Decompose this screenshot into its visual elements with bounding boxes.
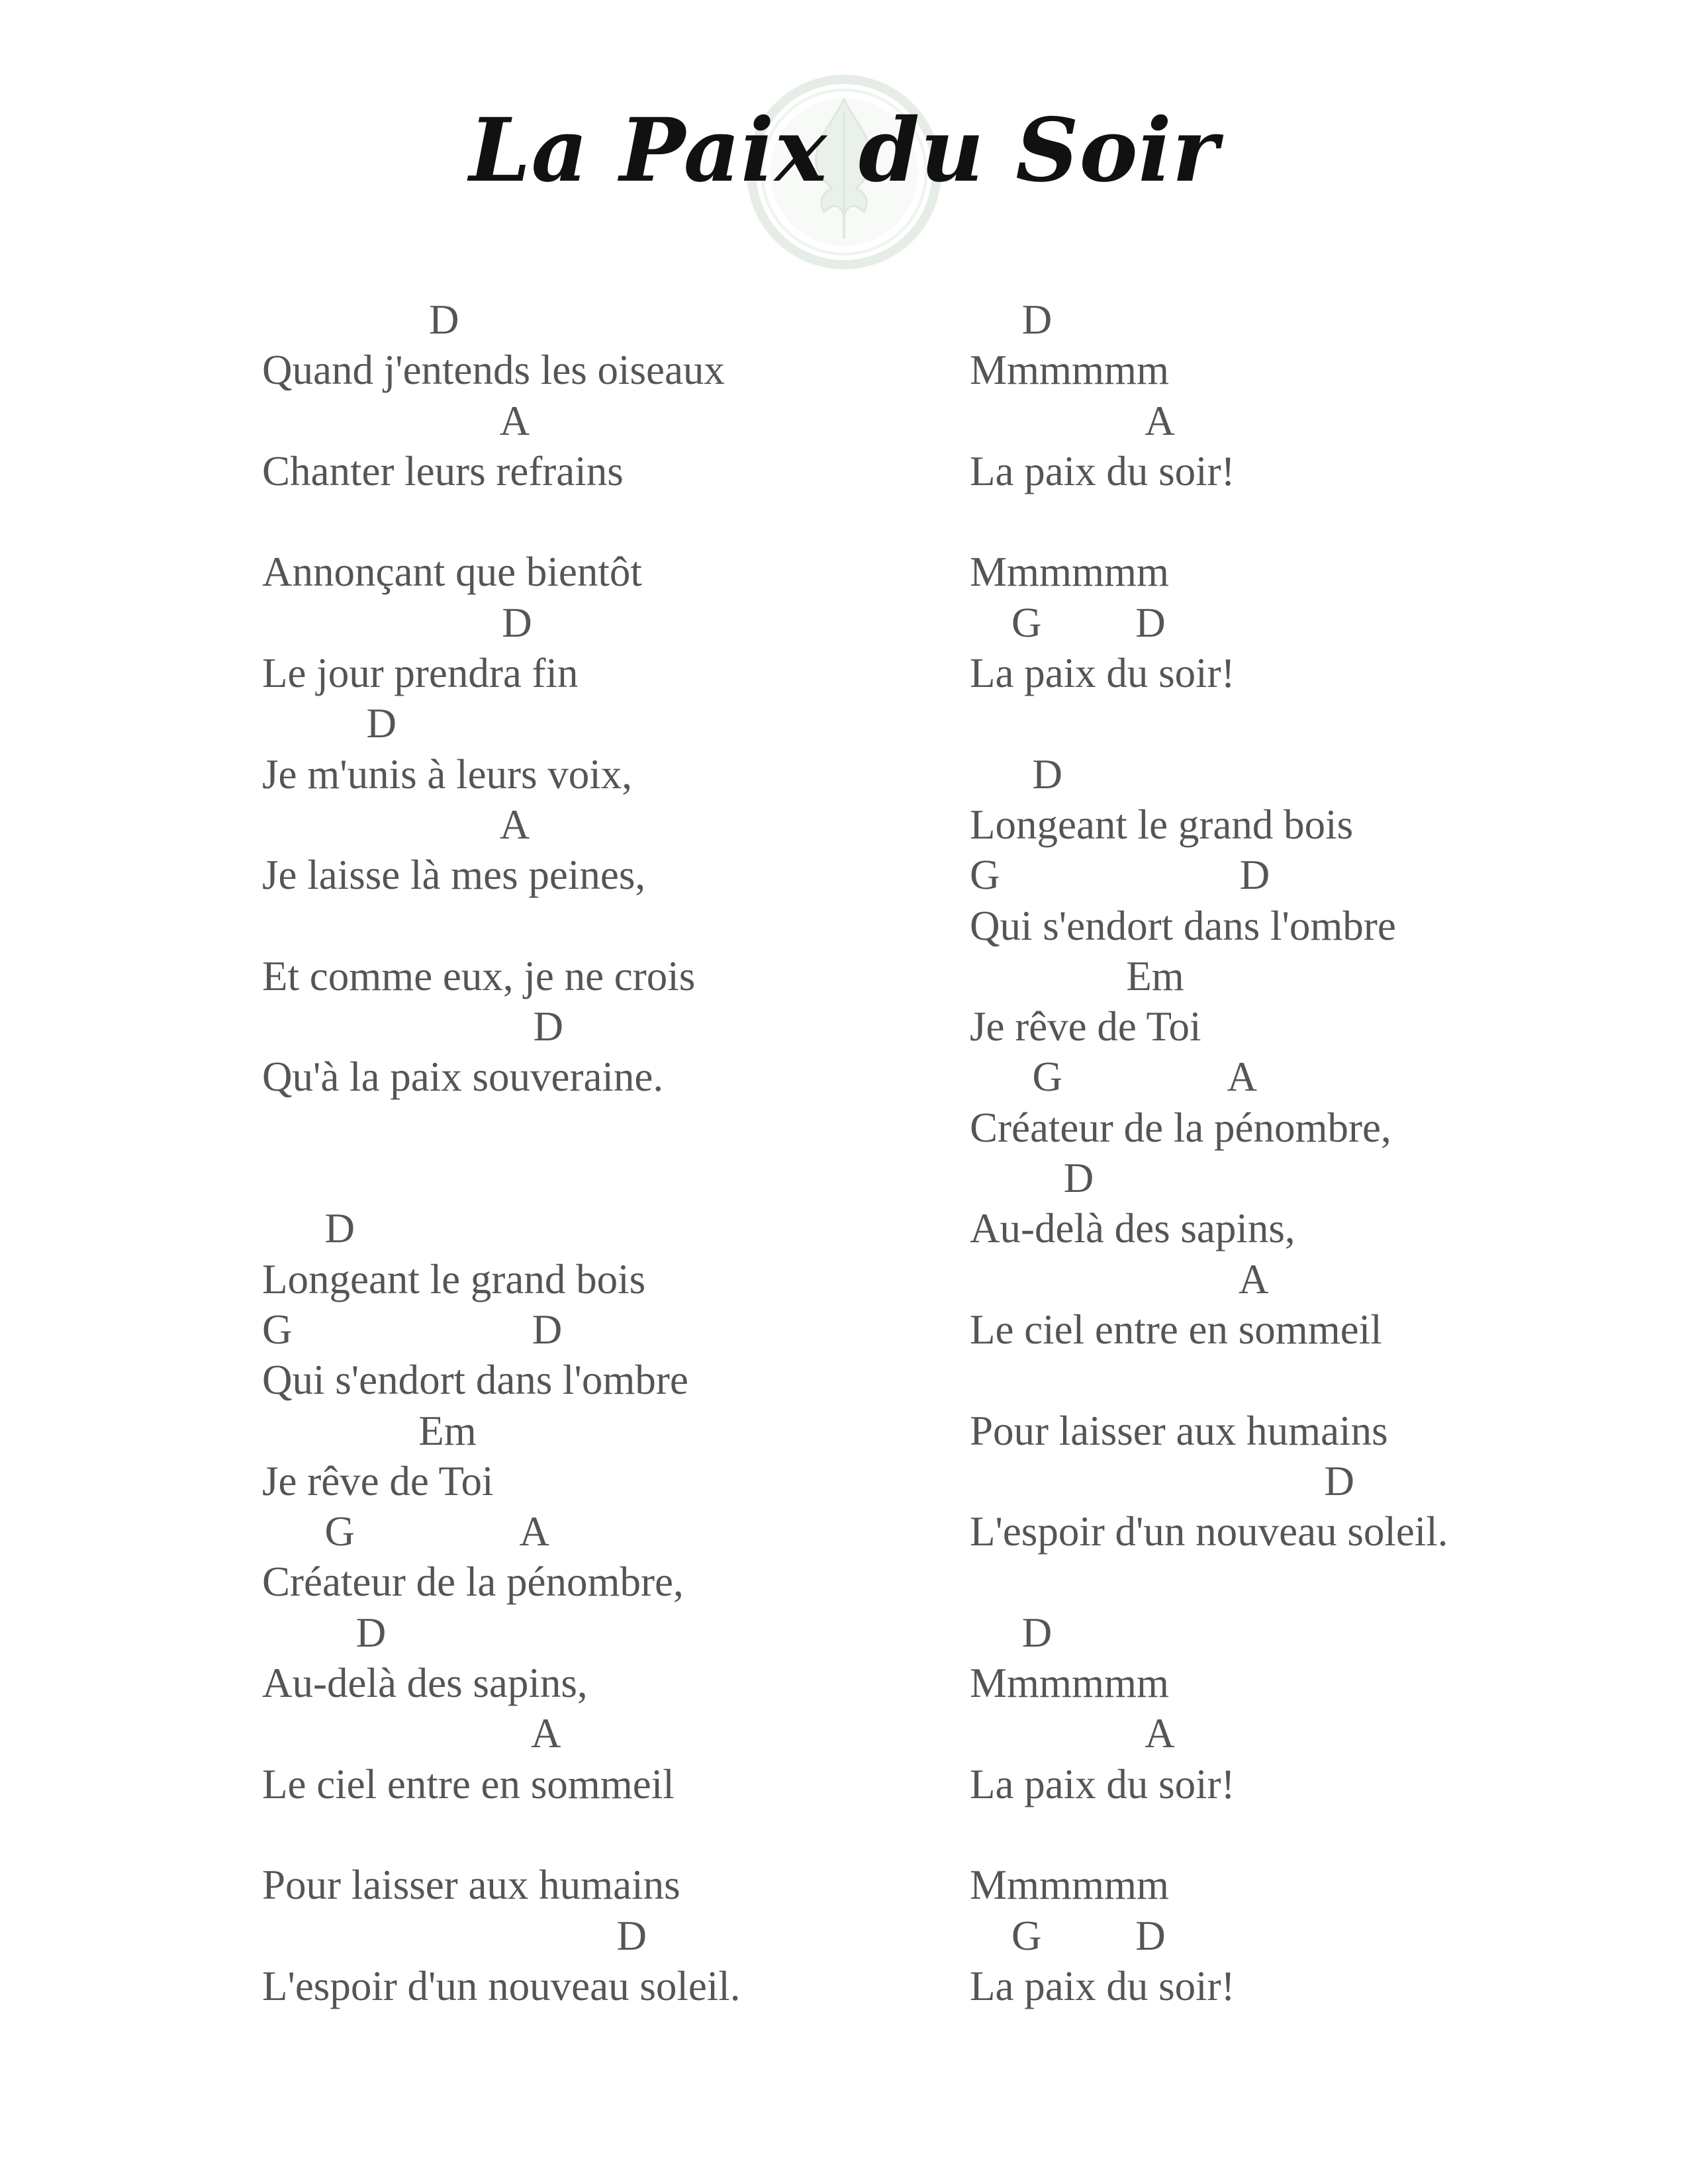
blank-line bbox=[262, 901, 741, 951]
lyric-line: L'espoir d'un nouveau soleil. bbox=[262, 1962, 741, 2009]
lyric-line: Quand j'entends les oiseaux bbox=[262, 347, 725, 394]
chord-line: A bbox=[262, 397, 530, 444]
chord-line: G D bbox=[970, 1912, 1166, 1959]
chord-line: G D bbox=[970, 852, 1270, 899]
lyric-line: La paix du soir! bbox=[970, 1760, 1235, 1807]
lyric-line: Pour laisser aux humains bbox=[262, 1862, 680, 1909]
lyric-line: Chanter leurs refrains bbox=[262, 447, 624, 494]
chord-line: D bbox=[970, 1609, 1053, 1656]
lyric-line: Mmmmmm bbox=[970, 1862, 1170, 1909]
lyric-line: Au-delà des sapins, bbox=[262, 1660, 588, 1707]
chord-line: A bbox=[262, 1710, 561, 1757]
blank-line bbox=[970, 496, 1448, 547]
lyric-line: Qui s'endort dans l'ombre bbox=[970, 902, 1396, 949]
chord-line: D bbox=[970, 296, 1053, 343]
chord-line: A bbox=[970, 1710, 1175, 1757]
blank-line bbox=[262, 1103, 741, 1153]
lyric-line: L'espoir d'un nouveau soleil. bbox=[970, 1508, 1448, 1555]
lyric-line: Le ciel entre en sommeil bbox=[262, 1760, 675, 1807]
lyric-line: Qu'à la paix souveraine. bbox=[262, 1054, 664, 1101]
lyric-line: La paix du soir! bbox=[970, 1962, 1235, 2009]
lyric-line: Longeant le grand bois bbox=[262, 1255, 646, 1302]
lyric-line: La paix du soir! bbox=[970, 447, 1235, 494]
lyric-line: Qui s'endort dans l'ombre bbox=[262, 1357, 688, 1404]
blank-line bbox=[262, 1153, 741, 1203]
chord-line: A bbox=[262, 801, 530, 848]
lyric-line: Pour laisser aux humains bbox=[970, 1407, 1388, 1454]
chord-line: A bbox=[970, 1255, 1269, 1302]
song-title: La Paix du Soir bbox=[469, 99, 1219, 202]
lyric-line: Je rêve de Toi bbox=[970, 1003, 1201, 1050]
chord-line: D bbox=[262, 1912, 647, 1959]
lyric-line: Mmmmmm bbox=[970, 1660, 1170, 1707]
lyrics-column-left bbox=[262, 295, 741, 2011]
blank-line bbox=[262, 496, 741, 547]
chord-line: Em bbox=[262, 1407, 477, 1454]
chord-line: D bbox=[262, 1205, 355, 1252]
chord-line: G D bbox=[970, 599, 1166, 646]
chord-line: D bbox=[262, 700, 397, 747]
lyric-line: Longeant le grand bois bbox=[970, 801, 1354, 848]
lyric-line: Créateur de la pénombre, bbox=[262, 1559, 684, 1606]
chord-line: D bbox=[970, 1155, 1094, 1202]
blank-line bbox=[970, 1355, 1448, 1405]
chord-line: D bbox=[262, 1003, 563, 1050]
lyric-line: Et comme eux, je ne crois bbox=[262, 952, 696, 999]
lyric-line: Mmmmmm bbox=[970, 549, 1170, 596]
lyric-line: Annonçant que bientôt bbox=[262, 549, 642, 596]
lyric-line: Je laisse là mes peines, bbox=[262, 852, 646, 899]
lyric-line: Mmmmmm bbox=[970, 347, 1170, 394]
blank-line bbox=[970, 1809, 1448, 1860]
chord-line: Em bbox=[970, 952, 1184, 999]
lyric-line: Au-delà des sapins, bbox=[970, 1205, 1295, 1252]
lyric-line: Le ciel entre en sommeil bbox=[970, 1306, 1382, 1353]
lyric-line: Créateur de la pénombre, bbox=[970, 1104, 1391, 1151]
chord-line: D bbox=[970, 1457, 1354, 1504]
lyric-line: La paix du soir! bbox=[970, 650, 1235, 697]
lyrics-column-right bbox=[970, 295, 1448, 2011]
chord-line: D bbox=[262, 599, 532, 646]
chord-line: G A bbox=[970, 1054, 1258, 1101]
blank-line bbox=[970, 1557, 1448, 1607]
blank-line bbox=[262, 1809, 741, 1860]
chord-line: A bbox=[970, 397, 1175, 444]
chord-line: D bbox=[262, 1609, 387, 1656]
chord-line: G D bbox=[262, 1306, 563, 1353]
chord-line: D bbox=[970, 751, 1062, 797]
chord-line: D bbox=[262, 296, 459, 343]
lyric-line: Le jour prendra fin bbox=[262, 650, 579, 697]
lyric-line: Je rêve de Toi bbox=[262, 1457, 494, 1504]
lyric-line: Je m'unis à leurs voix, bbox=[262, 751, 633, 797]
chord-line: G A bbox=[262, 1508, 550, 1555]
blank-line bbox=[970, 698, 1448, 749]
